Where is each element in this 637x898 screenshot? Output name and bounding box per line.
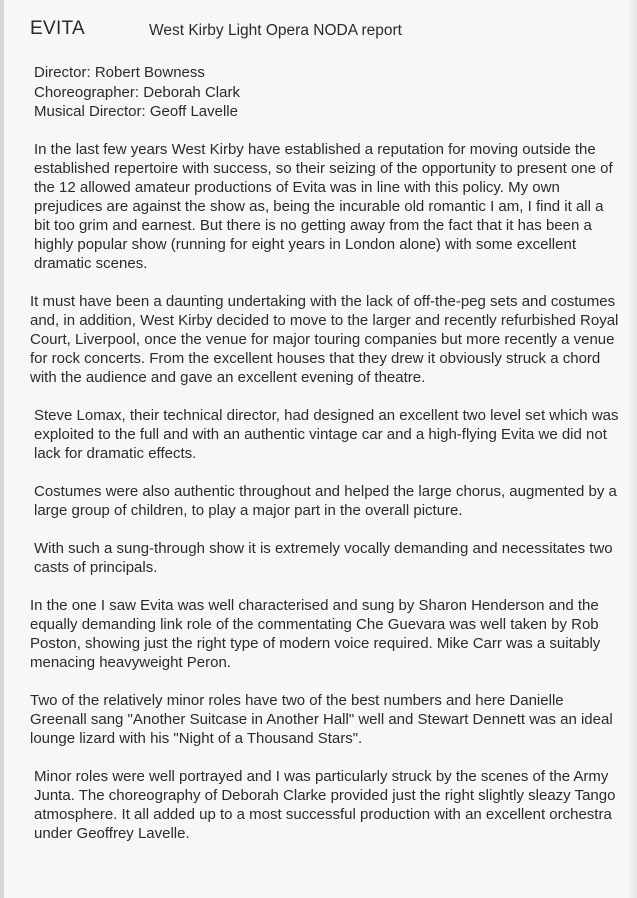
document-title: EVITA: [30, 18, 85, 39]
paragraph-intro: In the last few years West Kirby have established a reputation for moving outside the established repertoire with success, so their seizing of the opportunity to present one of the 12 allowed amateur productions of Evita was in line with this policy. My own prejudices are against the show as, being the incurable old romantic I am, I find it all a bit too grim and earnest. But there is no getting away from the fact that it has been a highly popular show (running for eight years in London alone) with some excellent dramatic scenes.: [34, 141, 613, 272]
paragraph-conclusion: Minor roles were well portrayed and I was particularly struck by the scenes of the Army Junta. The choreography of Deborah Clarke provided just the right slightly sleazy Tango atmosphere. It all added up to a most successful production with an excellent orchestra under Geoffrey Lavelle.: [34, 768, 616, 842]
credit-director: Director: Robert Bowness: [34, 64, 205, 81]
document-header: [30, 18, 402, 40]
paragraph-minor-numbers: Two of the relatively minor roles have two of the best numbers and here Danielle Greenall sang "Another Suitcase in Another Hall" well and Stewart Dennett was an ideal lounge lizard with his "Night of a Thousand Stars".: [30, 692, 613, 747]
paragraph-casts: With such a sung-through show it is extremely vocally demanding and necessitates two casts of principals.: [34, 540, 613, 576]
paragraph-principals: In the one I saw Evita was well characterised and sung by Sharon Henderson and the equally demanding link role of the commentating Che Guevara was well taken by Rob Poston, showing just the right type of modern voice required. Mike Carr was a suitably menacing heavyweight Peron.: [30, 597, 601, 671]
page-edge-shadow: [629, 0, 637, 898]
credit-musical-director: Musical Director: Geoff Lavelle: [34, 103, 238, 120]
paragraph-costumes: Costumes were also authentic throughout and helped the large chorus, augmented by a large group of children, to play a major part in the overall picture.: [34, 483, 617, 519]
paragraph-venue: It must have been a daunting undertaking with the lack of off-the-peg sets and costumes and, in addition, West Kirby decided to move to the larger and recently refurbished Royal Court, Liverpool, once the venue for major touring companies but more recently a venue for rock concerts. From the excellent houses that they drew it obviously struck a chord with the audience and gave an excellent evening of theatre.: [30, 293, 619, 386]
document-subtitle: West Kirby Light Opera NODA report: [149, 22, 402, 39]
credits-block: [34, 63, 240, 122]
paragraph-set: Steve Lomax, their technical director, had designed an excellent two level set which was exploited to the full and with an authentic vintage car and a high-flying Evita we did not lack for dramatic effects.: [34, 407, 619, 462]
credit-choreographer: Choreographer: Deborah Clark: [34, 83, 240, 101]
report-body: [30, 140, 620, 862]
